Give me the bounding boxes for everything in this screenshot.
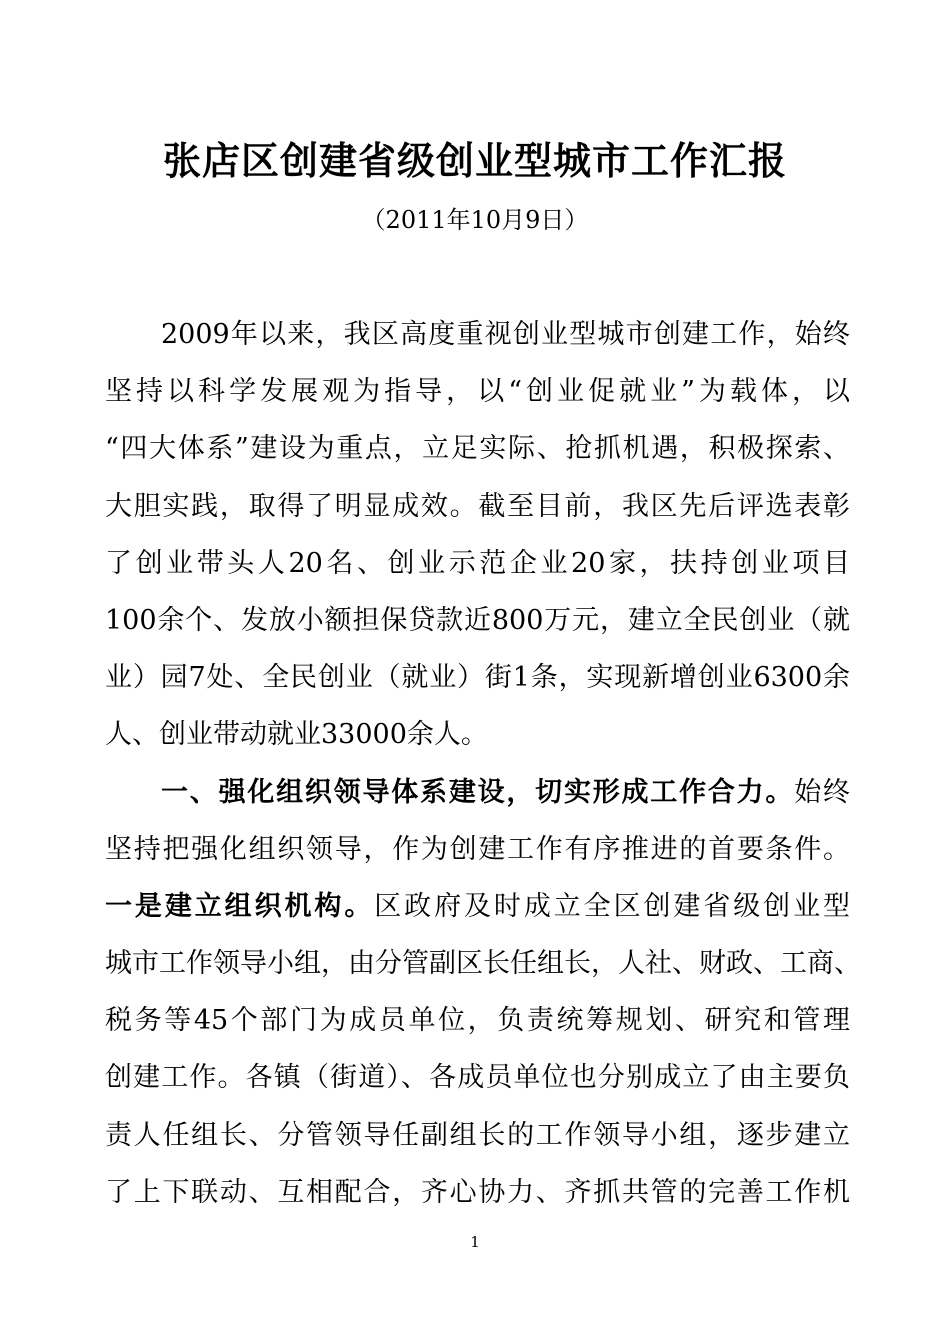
- paragraph-line: 了创业带头人20名、创业示范企业20家，扶持创业项目: [105, 547, 850, 579]
- paragraph-line: 责人任组长、分管领导任副组长的工作领导小组，逐步建立: [105, 1119, 850, 1151]
- paragraph-line: 人、创业带动就业33000余人。: [105, 719, 488, 751]
- section-heading: 一、强化组织领导体系建设，切实形成工作合力。: [161, 776, 795, 808]
- section-heading-line: [105, 764, 850, 821]
- page-number: 1: [470, 1233, 480, 1251]
- document-body: [105, 306, 861, 1221]
- paragraph-line: 了上下联动、互相配合，齐心协力、齐抓共管的完善工作机: [105, 1176, 850, 1208]
- point-line: [105, 878, 850, 935]
- paragraph-line: 100余个、发放小额担保贷款近800万元，建立全民创业（就: [105, 604, 850, 636]
- paragraph-line: 坚持把强化组织领导，作为创建工作有序推进的首要条件。: [105, 833, 850, 865]
- point-heading: 一是建立组织机构。: [105, 890, 375, 922]
- document-date: （2011年10月9日）: [361, 206, 589, 234]
- paragraph-line: 大胆实践，取得了明显成效。截至目前，我区先后评选表彰: [105, 490, 850, 522]
- section-heading-continuation: 始终: [794, 776, 851, 808]
- document-title: 张店区创建省级创业型城市工作汇报: [162, 139, 787, 183]
- paragraph-line: 城市工作领导小组，由分管副区长任组长，人社、财政、工商、: [105, 948, 861, 980]
- paragraph-line: “四大体系”建设为重点，立足实际、抢抓机遇，积极探索、: [105, 433, 850, 465]
- paragraph-line: 业）园7处、全民创业（就业）街1条，实现新增创业6300余: [105, 662, 850, 694]
- point-text: 区政府及时成立全区创建省级创业型: [374, 890, 850, 922]
- paragraph-line: 创建工作。各镇（街道）、各成员单位也分别成立了由主要负: [105, 1062, 850, 1094]
- paragraph-line: 税务等45个部门为成员单位，负责统筹规划、研究和管理: [105, 1005, 850, 1037]
- paragraph-line: 坚持以科学发展观为指导，以“创业促就业”为载体，以: [105, 376, 850, 408]
- paragraph-line: 2009年以来，我区高度重视创业型城市创建工作，始终: [161, 319, 850, 350]
